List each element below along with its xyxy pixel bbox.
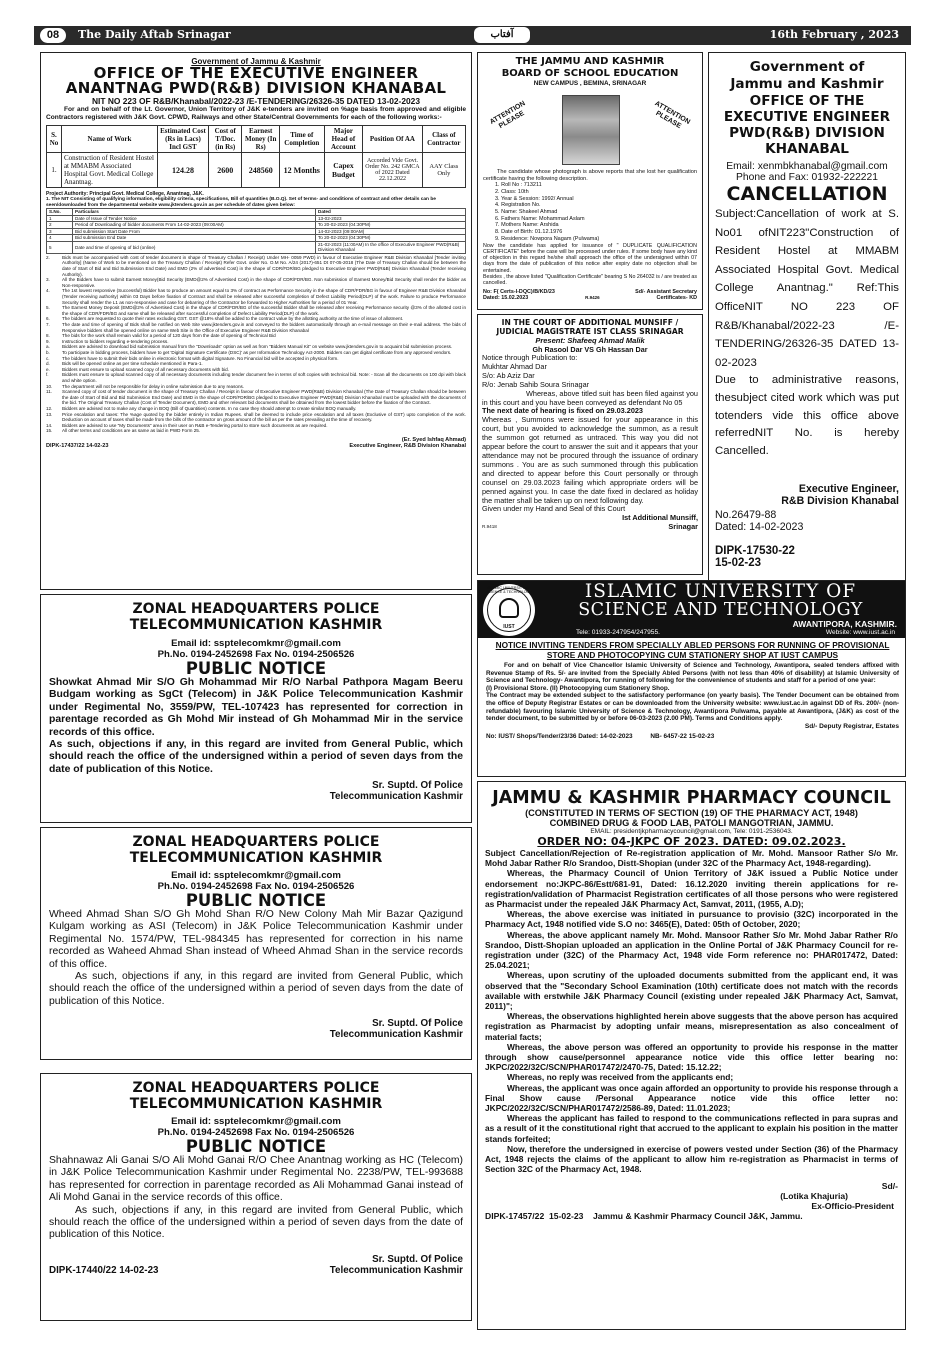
dipk-number: DIPK-17437/22 14-02-23 — [46, 442, 109, 449]
defendant-address: R/o: Jenab Sahib Soura Srinagar — [482, 379, 590, 389]
detail-item: 7. Mothers Name: Arshida — [495, 222, 559, 229]
police-title: ZONAL HEADQUARTERS POLICE TELECOMMUNICATION KASHMIR — [129, 601, 383, 633]
table-row — [47, 153, 466, 188]
presiding-officer: Present: Shafeeq Ahmad Malik — [535, 336, 645, 345]
office-title: OFFICE OF THE EXECUTIVE ENGINEER PWD(R&B) DIVISION KHANABAL — [723, 93, 891, 157]
table-row — [47, 241, 466, 253]
order-paragraph: Whereas, no reply was received from the applicants end; — [507, 1072, 734, 1083]
public-notice-heading: PUBLIC NOTICE — [185, 659, 327, 678]
clause-text: Bidders must ensure to upload scanned copy of all necessary documents with bid. — [62, 366, 229, 372]
police-sign-2: Telecommunication Kashmir — [329, 1264, 463, 1276]
tender-clauses — [46, 255, 466, 434]
police-sign-2: Telecommunication Kashmir — [329, 791, 463, 803]
police-email: Email id: ssptelecomkmr@gmail.com — [171, 1116, 341, 1127]
defendant-parent: S/o: Ab Aziz Dar — [482, 370, 535, 380]
notice-to-label: Notice through Publication to: — [482, 353, 578, 362]
tender-notice-ad — [40, 52, 472, 590]
notice-objection: As such, objections if any, in this regard are invited from General Public, which should reach the office of the undersigned within a period of seven days from the date of publication of this Notice. — [49, 971, 463, 1007]
attention-stamp-left: ATTENTION PLEASE — [488, 100, 527, 131]
cell: 124.28 — [157, 153, 208, 188]
cell: Date and time of opening of bid (online) — [73, 241, 316, 253]
iust-place: AWANTIPORA, KASHMIR. — [792, 619, 897, 629]
order-paragraph: Subject Cancellation/Rejection of Re-registration application of Mr. Mohd. Mansoor Rather S/o Mr. Mohd Jabar Rather R/o Srandoo, Distt-Shopian (under 32C of the Pharmacy Act, 1948-regarding). — [485, 848, 898, 869]
govt-line-2: Jammu and Kashmir — [730, 76, 884, 92]
police-title: ZONAL HEADQUARTERS POLICE TELECOMMUNICATION KASHMIR — [129, 1080, 383, 1112]
govt-line-1: Government of — [749, 59, 865, 75]
clause-text: All other terms and conditions are as same as laid in PWD Form 25. — [62, 428, 201, 434]
clause-item — [46, 305, 466, 316]
office-phone: Phone and Fax: 01932-222221 — [736, 172, 878, 183]
clause-text: Bidders are advised not to make any change in BOQ (Bill of Quantities) contents. In no case they should attempt to create similar BOQ manually. — [62, 405, 357, 411]
cell: Bid submission End Date — [73, 235, 316, 242]
notice-body: Wheed Ahmad Shan S/O Gh Mohd Shan R/O New Colony Mah Mir Bazar Qazigund Kulgam working as ASI (Telecom) in J&K Police Telecommunication Kashmir under Regimental No. 1574/PW, TEL-984345 has represented for correction in his name recorded as Waheed Ahmad Shan instead of Wheed Ahmad Shan in the service records of this office. — [49, 909, 463, 970]
govt-line: Government of Jammu & Kashmir — [191, 57, 321, 66]
iust-ref: No: IUST/ Shops/Tender/23/36 Dated: 14-02-2023 — [486, 732, 633, 740]
cell: 4 — [47, 235, 73, 242]
clause-text: To participate in bidding process, bidders have to get 'Digital Signature Certificate (DSC)' as per Information Technology Act-2000. Bidders can get digital certificate from any approved vendors. — [62, 349, 452, 355]
pharmacy-subtitle-2: COMBINED DRUG & FOOD LAB, PATOLI MANGOTRIAN, JAMMU. — [549, 818, 834, 828]
cell: 1. — [47, 153, 62, 188]
clause-text: The bids for the work shall remain valid for a period of 120 days from the date of opening of Technical Bid — [62, 333, 276, 339]
clause-text: The bidders are requested to quote their rates excluding GST. GST @18% shall be added to the contract value by the allotting authority at the time of issue of allotment. — [62, 316, 404, 322]
signatory-title: Executive Engineer, R&B Division Khanabal — [349, 442, 466, 449]
order-paragraph: Whereas, upon scrutiny of the uploaded documents submitted from the applicant end, it was observed that the "Secondary School Examination (10th) certificate does not match with the records available with erstwhile J&K Pharmacy Council (existing under repealed J&K Pharmacy Act, Samvat, 2011)"; — [485, 970, 898, 1012]
ref-number: No.26479-88 — [715, 508, 777, 521]
clause-number: 2. — [46, 254, 50, 260]
police-email: Email id: ssptelecomkmr@gmail.com — [171, 638, 341, 649]
pharmacy-footer: DIPK-17457/22 15-02-23 Jammu & Kashmir Pharmacy Council J&K, Jammu. — [485, 1210, 803, 1221]
iust-title-2: SCIENCE AND TECHNOLOGY — [578, 600, 863, 620]
clause-number: 4. — [46, 288, 50, 294]
court-sign-2: Srinagar — [668, 522, 698, 532]
iust-para-1: For and on behalf of Vice Chancellor Islamic University of Science and Technology, Awantipora, sealed tenders affixed with Revenue Stamp of Rs. 5/- are invited from the Specially Abled Persons (with not less than 40% of disability) at Islamic University of Science and Technology- Awantipora, for running of following for the convenience of students and staff for a period of one year: — [486, 662, 899, 685]
sd-label: Sd/- — [881, 1180, 898, 1191]
cell: 13-02-2023 — [316, 215, 466, 222]
dipk-number: DIPK-17530-22 — [715, 544, 795, 557]
clause-number: 7. — [46, 322, 50, 327]
police-notice-3 — [40, 1073, 472, 1321]
masthead-bar — [34, 26, 911, 45]
order-paragraph: Whereas the applicant has failed to respond to the communications reflected in para supras and as a result of it the constitutional right that accrued to the applicant to explain his position in the matter stands forfeited; — [485, 1113, 898, 1144]
police-notice-1 — [40, 594, 472, 823]
iust-title-1: ISLAMIC UNIVERSITY OF — [584, 581, 857, 602]
clause-item — [46, 412, 466, 423]
clause-item — [46, 277, 466, 288]
clause-number: 8. — [46, 333, 50, 339]
cell: 12 Months — [279, 153, 324, 188]
clause-text: Bidders are advised to use "My Documents" area in their user on R&B e-Tendering portal to store such documents as are required. — [62, 422, 328, 428]
court-sign-1: Ist Additional Munsiff, — [622, 513, 698, 523]
clause-text: The Earnest Money Deposit (EMD@2% of Advertised Cost) in the shape of CDR/FDR/BG of the successful Bidder shall be released after receiving Performance security @3% of the allotted cost in the shape of CDR/FDR/BG and same shall be released after successful completion of Defect Liability Period(DLP) of the work. — [62, 305, 466, 316]
clause-text: Instruction to bidders regarding e-tendering process. — [62, 338, 169, 344]
signatory-title: Executive Engineer, — [798, 482, 899, 495]
police-title: ZONAL HEADQUARTERS POLICE TELECOMMUNICATION KASHMIR — [129, 834, 383, 866]
clause-number: 14. — [46, 422, 53, 428]
office-title: OFFICE OF THE EXECUTIVE ENGINEER — [93, 64, 419, 82]
clause-number: a. — [46, 344, 50, 350]
clause-number: e. — [46, 366, 50, 372]
col-cost: Estimated Cost (Rs in Lacs) Incl GST — [157, 126, 208, 153]
detail-item: 1. Roll No : 713211 — [495, 182, 542, 189]
police-email: Email id: ssptelecomkmr@gmail.com — [171, 870, 341, 881]
court-rno: R.9418 — [482, 524, 497, 530]
cell: S.No. — [47, 209, 73, 216]
court-para-3: Given under my Hand and Seal of this Court — [482, 504, 626, 514]
clause-text: The bidders have to submit their bids online in electronic format with digital Signature. No Financial bid will be accepted in physical form. — [62, 355, 339, 361]
clause-text: All the Bidders have to submit Earnest Money(Bid Security (EMD@2% of Advertised Cost) in the shape of CDR/FDR/BG. Non submission of Earnest Money/Bid Security shall render the bidder as Non-responsive. — [62, 277, 466, 288]
detail-item: 8. Date of Birth: 01.12.1976 — [495, 229, 563, 236]
clause-number: c. — [46, 355, 50, 361]
cell: To 20-02-2023 (04:30PM) — [316, 222, 466, 229]
detail-item: 6. Fathers Name: Mohammad Aslam — [495, 215, 585, 222]
bose-rno: R.9426 — [585, 294, 600, 300]
clause-text: The date and time of opening of Bids shall be notified on Web Site www.jktenders.gov.in and conveyed to the bidders automatically through an e-mail message on their e-mail address. The bids of Responsive bidders shall be opened online on same Web Site in the Office of Executive Engineer R&B Division Khanabal — [62, 322, 466, 333]
division-title: ANANTNAG PWD(R&B) DIVISION KHANABAL — [65, 79, 447, 97]
candidate-photo — [562, 95, 620, 165]
detail-item: 2. Class: 10th — [495, 188, 529, 195]
clause-text: Bids must be accompanied with cost of tender document in shape of Treasury Challan / Receipt) Under MH- 0059 PWD) in favour of Executive Engineer R&B Division Khanabal [Tender inviting Authority] (Name of Work to be mentioned on the Treasury Challan / Receipt) Refer Govt. order No. O.M No. A/24 (2017)-651 Dt 07-05-2018 (The Date of Treasury Challan should be between the date of Start of Bid and Bid Submission End Date) and EMD (2% of advertised Cost) in the shape of CDR/FDR/BG pledged to Executive Engineer PWD(R&B) Division Khanabal (Tender receiving Authority). — [62, 254, 466, 277]
tender-intro: For and on behalf of the Lt. Governor, Union Territory of J&K e-tenders are invited on %age basis from approved and eligible Contractors registered with J&K Govt. CPWD, Railways and other State/Central Governments for each of the following works:- — [46, 106, 466, 121]
bose-title-2: BOARD OF SCHOOL EDUCATION — [501, 68, 679, 79]
cancellation-ad — [708, 52, 906, 581]
clause-item — [46, 322, 466, 333]
order-paragraph: Whereas, the above exercise was initiated in pursuance to provisio (32C) incorporated in the Pharmacy Act, 1948 notified vide S.O no: 3465(E), Dated: 05th of October, 2020; — [485, 909, 898, 930]
order-paragraph: Now, therefore the undersigned in exercise of powers vested under Section (36) of the Pharmacy Act, 1948 rejects the claims of the applicant to allow him re-registration as Pharmacist in terms of Section 32C of the Pharmacy Act, 1948. — [485, 1143, 898, 1175]
bose-para-2: Besides , the above listed "Qualification Certificate" bearing S No 264032 is / are treated as cancelled. — [483, 274, 697, 287]
col-name: Name of Work — [61, 126, 157, 153]
cancellation-body: Due to administrative reasons, thesubject cited work which was put totenders vide this office above referredNIT No. is hereby Cancelled. — [715, 374, 899, 458]
signatory-division: R&B Division Khanabal — [781, 494, 899, 507]
clause-number: 13. — [46, 411, 53, 417]
clause-text: The department will not be responsible for delay in online submission due to any reasons. — [62, 383, 245, 389]
police-phone: Ph.No. 0194-2452698 Fax No. 0194-2506526 — [157, 649, 355, 660]
clause-item — [46, 389, 466, 406]
signatory-name: (Lotika Khajuria) — [780, 1190, 848, 1201]
clause-number: 9. — [46, 338, 50, 344]
paper-name: The Daily Aftab Srinagar — [78, 28, 231, 41]
cell: 14-02-2023 (09:00AM) — [316, 228, 466, 235]
order-paragraph: Whereas, the observations highlighted herein above suggests that the above person has acquired registration as Pharmacist by adopting unfair means, misrepresentation as also concealment of material facts; — [485, 1011, 898, 1042]
detail-item: 9. Residence: Nowpora Nagam (Pulwama) — [495, 235, 600, 242]
detail-item: 4. Registration No. — [495, 202, 541, 209]
order-paragraph: Whereas, the above applicant namely Mr. Mohd. Mansoor Rather S/o Mr. Mohd Jabar Rather R/o Srandoo, Distt-Shopian uploaded an application in the Online Portal of J&K Pharmacy Council for re-registration under (32C) of the Pharmacy Act, 1948 vide Form reference no: PHAR017472, Dated: 25.04.2021; — [485, 929, 898, 971]
clause-number: b. — [46, 349, 50, 355]
bose-date: Dated: 15.02.2023 — [483, 294, 529, 301]
clause-number: f. — [46, 372, 49, 378]
clause-number: 5. — [46, 305, 50, 311]
col-aa: Position Of AA — [363, 126, 422, 153]
iust-para-2: (I) Provisional Store. (II) Photocopying cum Stationery Shop. — [486, 684, 670, 692]
cell: Date of Issue of Tender Notice — [73, 215, 316, 222]
iust-tender-ad — [477, 580, 906, 777]
police-phone: Ph.No. 0194-2452698 Fax No. 0194-2506526 — [157, 1127, 355, 1138]
pharmacy-title: JAMMU & KASHMIR PHARMACY COUNCIL — [492, 788, 891, 808]
cell: Period of Downloading of bidder documents From 14-02-2023 (09:00AM) — [73, 222, 316, 229]
cell: 21-02-2023 (11:00AM) In the office of Executive Engineer PWD(R&B) Division Khanabal — [316, 241, 466, 253]
col-time: Time of Completion — [279, 126, 324, 153]
col-emd: Earnest Money (In Rs) — [242, 126, 279, 153]
detail-item: 3. Year & Session: 1992/ Annual — [495, 195, 574, 202]
nit-note: 1. The NIT Consisting of qualifying information, eligibility criteria, specifications, Bill of quantities (B.O.Q). Set of terms- and conditions of contract and other details can be seen/downloaded from the departmental website www.jktenders.gov.in as per schedule of dates given below: — [46, 197, 436, 208]
pharmacy-email: EMAIL: presidentjkpharmacycouncil@gmail.com, Tele: 0191-2536043. — [590, 828, 793, 835]
public-notice-heading: PUBLIC NOTICE — [185, 891, 327, 910]
court-title-1: IN THE COURT OF ADDITIONAL MUNSIFF / — [501, 318, 679, 327]
cancellation-heading: CANCELLATION — [726, 183, 888, 205]
logo-ring-text: ISLAMIC UNIVERSITY OF SCIENCE & TECHNOLOGY — [486, 586, 532, 594]
col-head: Major Head of Account — [324, 126, 363, 153]
clause-item — [46, 428, 466, 434]
clause-number: 12. — [46, 405, 53, 411]
logo-short: IUST — [503, 624, 515, 630]
police-sign-2: Telecommunication Kashmir — [329, 1029, 463, 1041]
cell: Bid submission Start Date From — [73, 228, 316, 235]
clause-number: 11. — [46, 389, 53, 395]
cell: 3 — [47, 228, 73, 235]
case-title: Gh Rasool Dar VS Gh Hassan Dar — [532, 345, 648, 354]
bose-notice-ad — [477, 52, 703, 310]
police-sign-1: Sr. Suptd. Of Police — [372, 1253, 463, 1265]
issue-date: 16th February , 2023 — [769, 28, 899, 41]
project-authority: Project Authority: Principal Govt. Medical College, Anantnag, J&K. — [46, 191, 204, 198]
nit-number: NIT NO 223 OF R&B/Khanabal/2022-23 /E-TENDERING/26326-35 DATED 13-02-2023 — [92, 96, 420, 106]
clause-text: The 1st lowest responsive (Successful) Bidder has to produce an amount equal to 3% of contract as Performance Security in the shape of CDR/FDR/BG in favour of Engineer R&B Division Khanabal (Tender receiving authority) within 03 Days before fixation of Contract and shall be released after successful completion of Defect Liability Period(DLP) of the work. Failure to produce Performance Security shall render the L1 as non-responsive and case for debarring of the Contractor be forwarded to Higher Authorities for a period of 01 Year. — [62, 288, 466, 305]
cell: AAY Class Only — [422, 153, 465, 188]
bose-address: NEW CAMPUS , BEMINA, SRINAGAR — [533, 80, 647, 87]
schedule-table — [46, 208, 466, 254]
clause-text: Bidders are advised to download bid submission manual from the "Downloads" option as well as from "Bidders Manual Kit" on website www.jktenders.gov.in to acquaint bid submission process. — [62, 344, 453, 350]
clause-text: Scanned copy of cost of tender document in the shape of Treasury Challan / Receipt in favour of Executive Engineer PWD(R&B) Division Khanabal (The Date of Treasury Challan should be between the date of Start of Bid and Bid Submission End Date) and EMD in the shape of CDR/FDR/BG pledged to Executive Engineer PWD(R&B) Division Khanabal must be uploaded with the documents of the bid. The Original Treasury Challan (Cost of Tender Document), EMD and other relevant bid documents shall be obtained from the lowest bidder before the fixation of the Contract. — [62, 389, 466, 406]
clause-number: d. — [46, 361, 50, 367]
iust-header — [478, 581, 905, 638]
court-title-2: JUDICIAL MAGISTRATE IST CLASS SRINAGAR — [496, 327, 684, 336]
clause-number: 3. — [46, 277, 50, 283]
bose-ref: No: F( Certs-I-DQC)/B/KD/23 — [483, 288, 555, 295]
cell: Dated — [316, 209, 466, 216]
police-phone: Ph.No. 0194-2452698 Fax No. 0194-2506526 — [157, 881, 355, 892]
clause-text: Bidders must ensure to upload scanned copy of all necessary documents including tender document fee in terms of soft copies with technical bid. Note: - Scan all the documents on 100 dpi with black and white option. — [62, 372, 466, 383]
attention-stamp-right: ATTENTION PLEASE — [653, 100, 692, 131]
police-notice-2 — [40, 827, 472, 1060]
pharmacy-subtitle-1: (CONSTITUTED IN TERMS OF SECTION (19) OF THE PHARMACY ACT, 1948) — [525, 808, 858, 818]
notice-objection: As such, objections if any, in this regard are invited from General Public, which should reach the office of the undersigned within a period of seven days from the date of publication of this Notice. — [49, 1204, 463, 1241]
cell: 5 — [47, 241, 73, 253]
iust-heading: NOTICE INVITING TENDERS FROM SPECIALLY ABLED PERSONS FOR RUNNING OF PROVISIONAL STORE AND PHOTOCOPYING CUM STATIONERY SHOP AT IUST CAMPUS — [495, 640, 890, 660]
office-email: Email: xenmbkhanabal@gmail.com — [726, 161, 888, 172]
bose-sign-2: Certificates- KD — [656, 294, 697, 301]
notice-body: Shahnawaz Ali Ganai S/O Ali Mohd Ganai R/O Chee Anantnag working as HC (Telecom) in J&K Police Telecommunication Kashmir under Regimental No. 2238/PW, TEL-993688 has represented for correction in parentage recorded as Ali Mohammad Ganai instead of Ali Mohd Ganai in the service records of this office. — [49, 1155, 463, 1204]
paper-logo: آفتاب — [474, 27, 530, 43]
cell: Construction of Resident Hostel at MMABM Associated Hospital Govt. Medical College Anantnag. — [61, 153, 157, 188]
cell: To 20-02-2023 (04:30PM) — [316, 235, 466, 242]
works-table-header — [47, 126, 466, 153]
iust-sign: Sd/- Deputy Registrar, Estates — [804, 722, 899, 730]
police-sign-1: Sr. Suptd. Of Police — [372, 780, 463, 792]
cancellation-subject: Subject:Cancellation of work at S. No01 ofNIT223"Construction of Resident Hostel at MMABM Associated Hospital Govt. Medical College Anantnag." Ref:This OfficeNIT NO 223 OF R&B/Khanabal/2022-23 /E-TENDERING/26326-35 DATED 13-02-2023 — [715, 208, 899, 369]
bose-title-1: THE JAMMU AND KASHMIR — [515, 56, 665, 67]
iust-phone: Tele: 01933-247954/247955. — [576, 629, 660, 636]
certificate-details — [483, 182, 697, 242]
order-paragraph: Whereas, the above person was offered an opportunity to provide his response in the matter through show cause/personnel appearance notice vide this office letter bearing no: JKPC/2022/32C/SCN/PHAR017472/2470-75, Dated: 15.12.22; — [485, 1041, 898, 1073]
hearing-date: The next date of hearing is fixed on 29.03.2023 — [482, 406, 643, 416]
notice-body: Showkat Ahmad Mir S/O Gh Mohammad Mir R/O Narbal Pathpora Magam Beeru Budgam working as SgCt (Telecom) in J&K Police Telecommunication Kashmir under Regimental No, 3559/PW, TEL-107423 has represented for correction in parentage recorded as Gh Mohd Mir instead of Gh Mohammad Mir in the service records of this office. — [49, 677, 463, 738]
dipk-number: DIPK-17440/22 14-02-23 — [49, 1264, 159, 1276]
bose-sign-1: Sd/- Assistant Secretary — [635, 288, 697, 295]
police-sign-1: Sr. Suptd. Of Police — [372, 1018, 463, 1030]
signatory-designation: Ex-Officio-President — [811, 1200, 894, 1211]
order-body — [485, 848, 898, 1175]
signatory-name: (Er. Syed Ishfaq Ahmad) — [401, 436, 466, 443]
clause-number: 6. — [46, 316, 50, 322]
court-para-2: Whereas , Summons were issued for your appearance in this court, but you avoided to acknowledge the summon, as a result the summon got returned as untraced. This way you did not appear before the court to answer the suit and it appears that your attendance may not be procured through the issuance of ordinary summons . You are as such summoned through this publication and directed to appear before this Court personally or through counsel on 29.03.2023 failing which appropriate orders will be penned against you. In case the date fixed in declared as holiday the matter shall be taken up on next following day. — [482, 415, 698, 505]
bose-para-1: Now the candidate has applied for issuance of " DUPLICATE QUALIFICATION CERTIFICATE" before the case will be processed under rules. If some body have any kind of objection in this regard he/she shall approach the office of the undersigned within 07 days from the date of publication of this notice after expiry date no objection shall be entertained. — [483, 242, 697, 274]
ref-date: Dated: 14-02-2023 — [715, 520, 804, 533]
col-class: Class of Contractor — [422, 126, 465, 153]
order-paragraph: Whereas, the applicant was once again afforded an opportunity to provide his response through a Final Show cause /Personal Appearance notice vide this office letter no: JKPC/2022/32C/SCN/PHAR017472/2586-89, Dated: 11.01.2023; — [485, 1082, 898, 1114]
clause-number: 10. — [46, 383, 53, 389]
cell: Particulars — [73, 209, 316, 216]
detail-item: 5. Name: Shakeel Ahmad — [495, 209, 558, 215]
iust-nb: NB- 6457-22 15-02-23 — [650, 732, 715, 740]
clause-text: Price escalation and taxes: The %age quoted by the bidder entirely in Indian Rupees. shall be deemed to include price escalation and all taxes (Exclusive of GST) upto completion of the work. Deduction on account of taxes shall be made from the bills of the contractor on gross amount of the bill as per the rates prevailing at the time of recovery. — [62, 411, 466, 423]
cell: Capex Budget — [324, 153, 363, 188]
clause-item — [46, 372, 466, 383]
iust-para-3: The Contract may be extended subject to the satisfactory performance (on yearly basis). The Tender Document can be obtained from the office of Deputy Registrar Estates or can be downloaded from the University website: www.iust.ac.in against DD of Rs. 200/- (non-refundable) favouring Islamic University of Science & Technology, Awantipora Pulwama, payable at Awantipora, (J&K) as cost of the tender document, to be submitted by or before 06-03-2023 (2.00 PM). Terms and Conditions apply. — [486, 692, 899, 723]
pharmacy-council-ad — [477, 781, 906, 1330]
court-para-1: Whereas, above titled suit has been filed against you in this court and you have been conveyed as defendant No 05 — [482, 388, 698, 407]
clause-number: 15. — [46, 428, 53, 434]
defendant-name: Mukhtar Ahmad Dar — [482, 361, 547, 371]
public-notice-heading: PUBLIC NOTICE — [185, 1137, 327, 1156]
col-tdoc: Cost of T/Doc. (in Rs) — [208, 126, 242, 153]
order-number: ORDER NO: 04-JKPC OF 2023. DATED: 09.02.2023. — [537, 835, 846, 848]
page-number: 08 — [40, 28, 66, 43]
cell: 2 — [47, 222, 73, 229]
cell: 2600 — [208, 153, 242, 188]
court-notice-ad — [477, 314, 703, 575]
iust-website: Website: www.iust.ac.in — [825, 629, 895, 636]
clause-item — [46, 288, 466, 305]
cell: 1 — [47, 215, 73, 222]
cell: 248560 — [242, 153, 279, 188]
cell: Accorded Vide Govt. Order No. 242 GMCA of 2022 Dated 22.12.2022 — [363, 153, 422, 188]
works-table — [46, 125, 466, 188]
notice-objection: As such, objections if any, in this regard are invited from General Public, which should reach the office of the undersigned within a period of seven days from the date of publication of this Notice. — [49, 739, 463, 775]
clause-text: Bids will be opened online as per time schedule mentioned in Para-1. — [62, 361, 203, 367]
clause-item — [46, 255, 466, 277]
bose-intro: The candidate whose photograph is above reports that she lost her qualification certificate having the following description. — [483, 169, 697, 182]
dipk-date: 15-02-23 — [715, 556, 762, 569]
order-paragraph: Whereas, the Pharmacy Council of Union Territory of J&K issued a Public Notice under endorsement no:JKPC-86/Estt/681-91, Dated: 16.12.2020 inviting therein applications for re-registration/validation of Pharmacist Registration certificates of all those persons who were registered as Pharmacist under the repealed J&K Pharmacy Act, Samvat, 2011, (1955, A.D); — [485, 868, 898, 910]
col-sno: S. No — [47, 126, 62, 153]
